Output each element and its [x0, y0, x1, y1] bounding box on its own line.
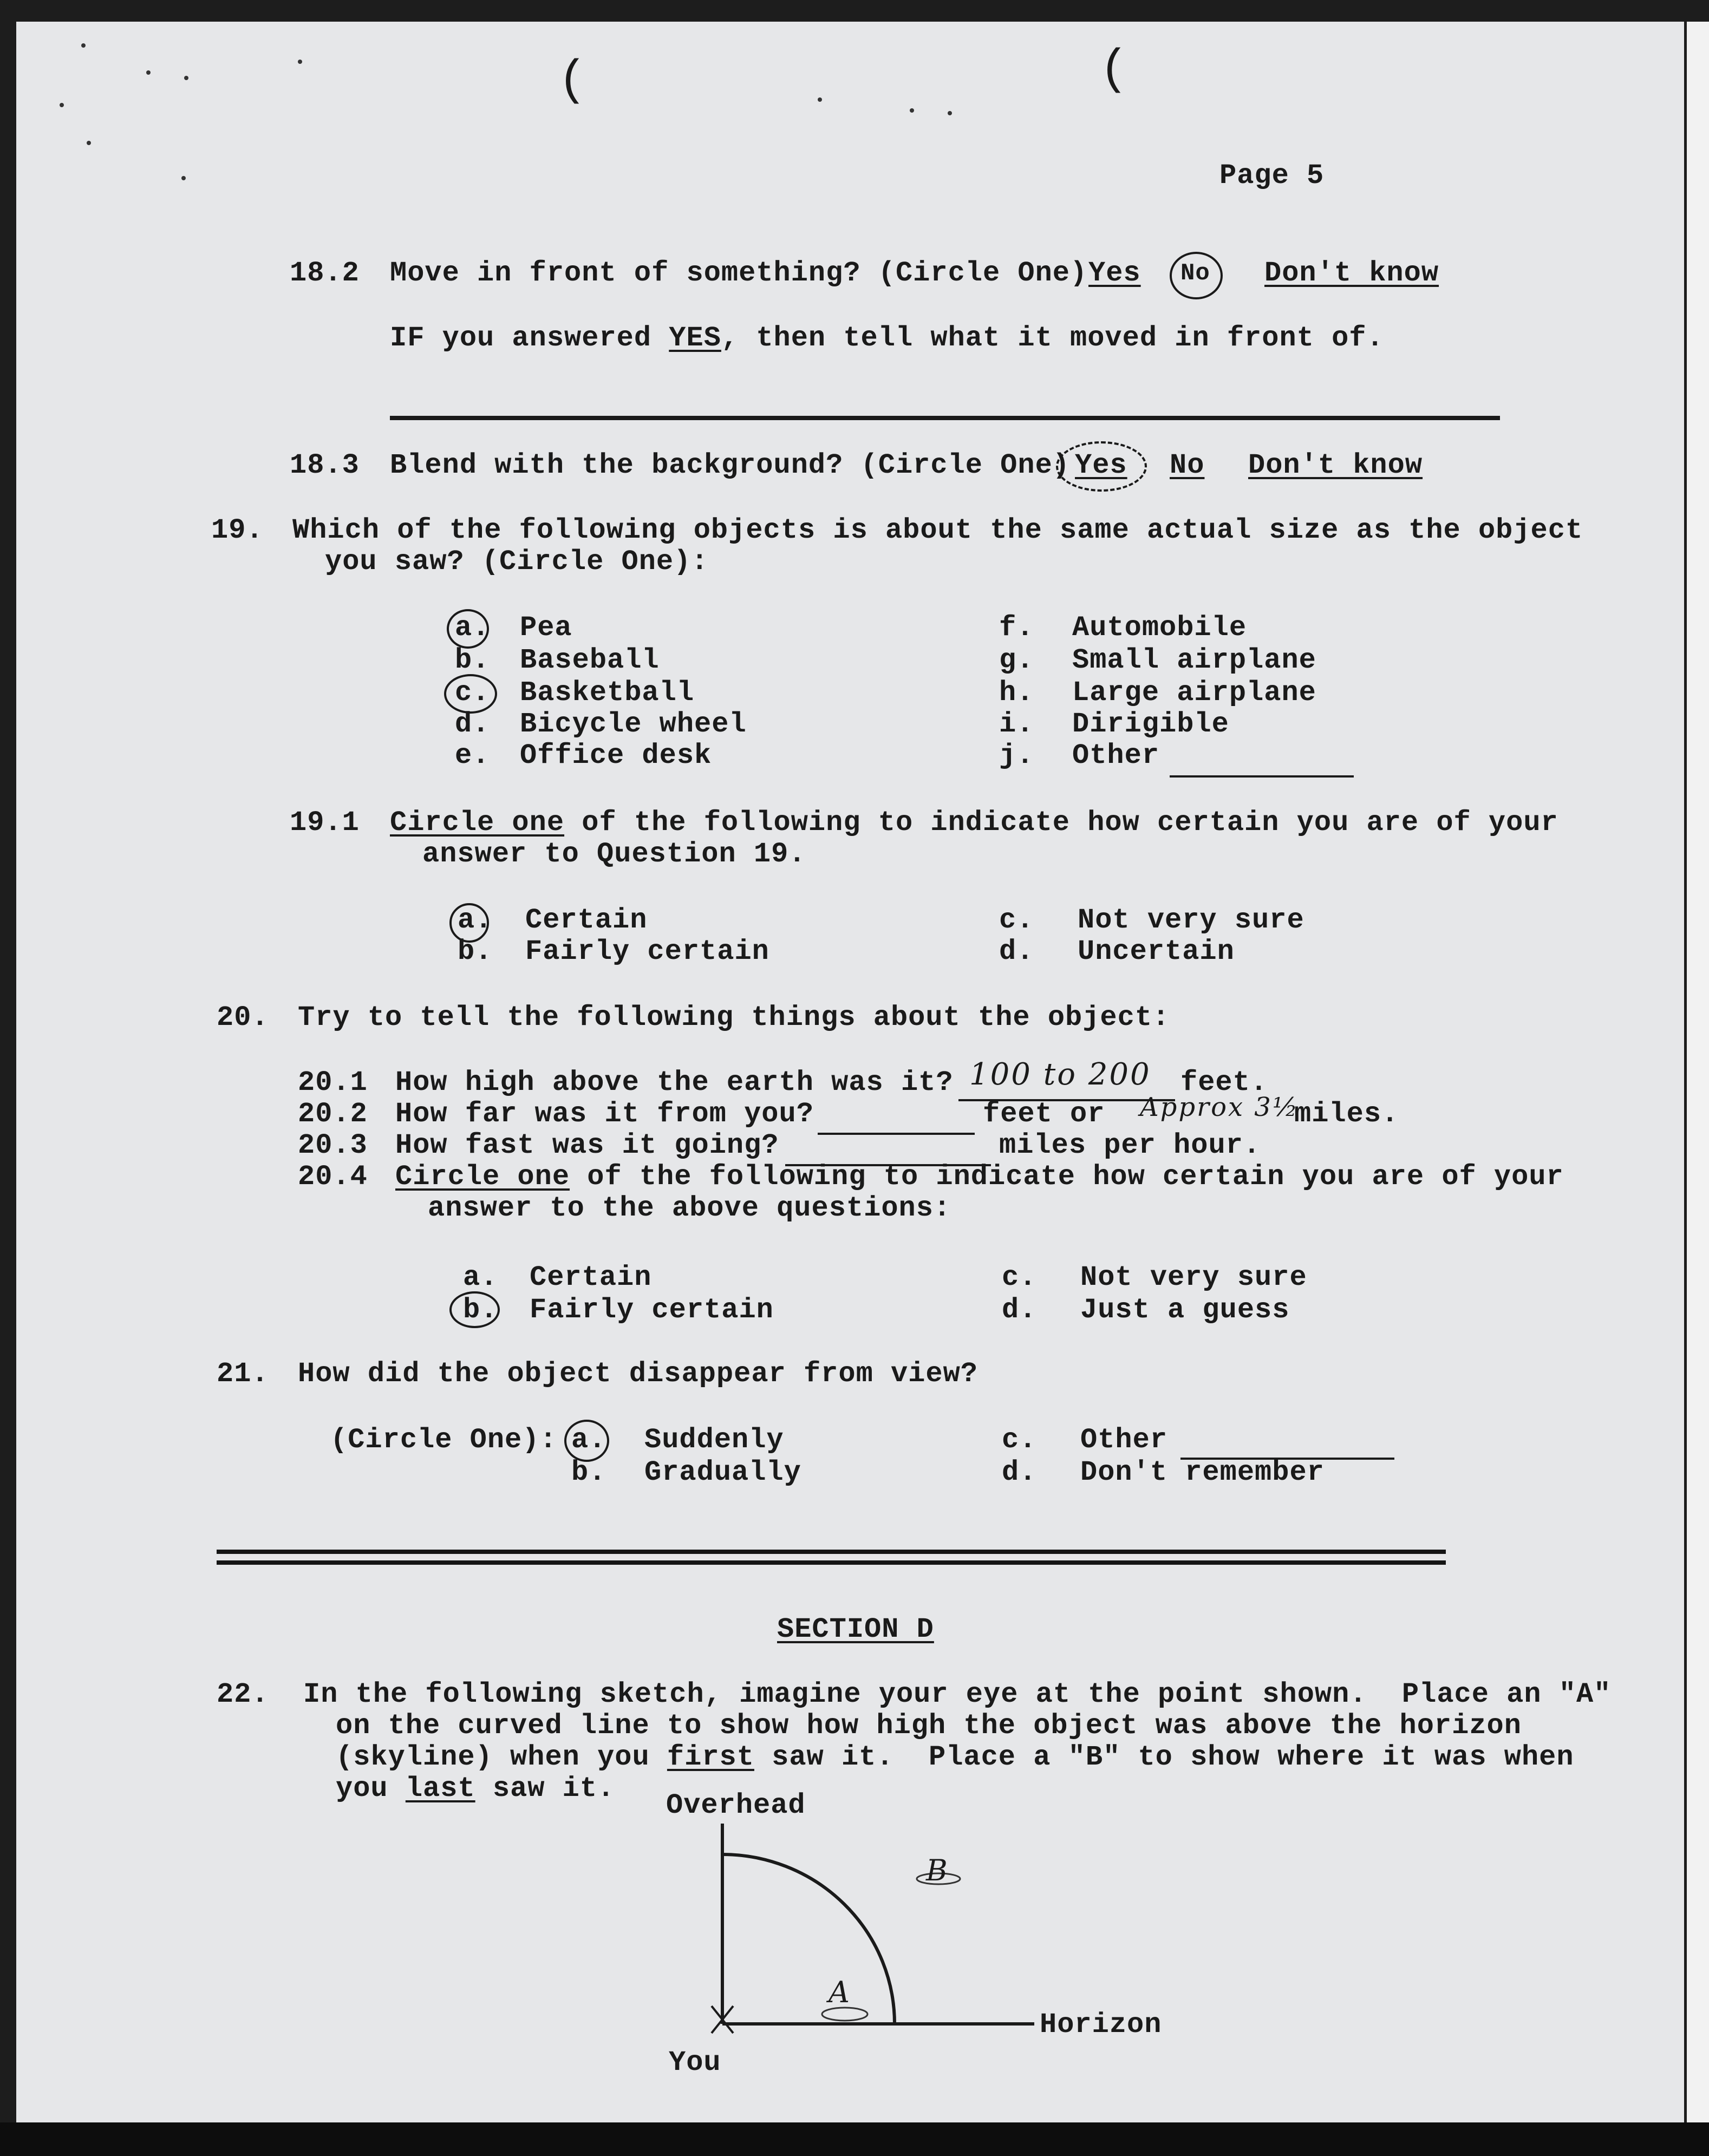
q20-4-opt-c-letter[interactable]: c. [1002, 1262, 1037, 1293]
sketch-you-label: You [669, 2047, 721, 2079]
q21-opt-b-letter[interactable]: b. [571, 1456, 606, 1488]
followup-prefix: IF you answered [390, 322, 669, 354]
q19-1-line2: answer to Question 19. [422, 838, 806, 870]
q22-line3-post: saw it. Place a "B" to show where it was when [754, 1741, 1574, 1773]
q18-2-yes[interactable]: Yes [1088, 257, 1141, 289]
q20-1-text: How high above the earth was it? [395, 1067, 954, 1099]
q21-opt-c-text: Other [1080, 1424, 1168, 1456]
speck [184, 76, 188, 80]
section-d-title: SECTION D [777, 1613, 934, 1645]
q19-1-opt-b-text: Fairly certain [525, 936, 769, 968]
q20-4-line1-rest: of the following to indicate how certain you are of your [570, 1161, 1564, 1193]
q20-2-mid: feet or [983, 1098, 1105, 1130]
q19-1-opt-a-letter[interactable]: a. [458, 904, 493, 936]
q20-4-circle-one: Circle one [395, 1161, 570, 1193]
q21-opt-b-text: Gradually [644, 1456, 801, 1488]
q20-3-number: 20.3 [298, 1129, 368, 1161]
top-mark-left: ( [558, 54, 588, 109]
q18-3-number: 18.3 [290, 449, 360, 481]
speck [60, 103, 64, 107]
q21-opt-d-letter[interactable]: d. [1002, 1456, 1037, 1488]
q20-intro: Try to tell the following things about the object: [298, 1002, 1170, 1034]
q19-1-line1 [390, 807, 1558, 839]
q20-4-line1 [395, 1161, 1564, 1193]
q19-1-number: 19.1 [290, 807, 360, 839]
q22-line3 [336, 1741, 1574, 1774]
q20-4-opt-a-text: Certain [530, 1262, 652, 1293]
q19-1-opt-c-text: Not very sure [1078, 904, 1304, 936]
q19-opt-b-text: Baseball [520, 644, 660, 676]
q20-4-opt-d-text: Just a guess [1080, 1294, 1290, 1326]
q18-3-yes[interactable]: Yes [1075, 449, 1127, 481]
q19-1-line1-rest: of the following to indicate how certain you are of your [564, 807, 1558, 839]
q20-4-opt-a-letter[interactable]: a. [463, 1262, 498, 1293]
q19-opt-h-text: Large airplane [1072, 677, 1316, 709]
speck [181, 176, 186, 180]
speck [87, 141, 91, 145]
q19-opt-e-text: Office desk [520, 740, 712, 772]
q19-opt-f-text: Automobile [1072, 612, 1247, 644]
q20-4-opt-c-text: Not very sure [1080, 1262, 1307, 1293]
q18-2-followup [390, 322, 1384, 355]
q20-2-number: 20.2 [298, 1098, 368, 1130]
q21-circle-label: (Circle One): [330, 1424, 557, 1456]
q20-4-number: 20.4 [298, 1161, 368, 1193]
q22-first: first [667, 1741, 754, 1773]
q18-2-question: Move in front of something? (Circle One) [390, 257, 1088, 289]
q19-1-opt-c-letter[interactable]: c. [999, 904, 1034, 936]
q19-opt-j-letter[interactable]: j. [999, 740, 1034, 772]
q19-opt-h-letter[interactable]: h. [999, 677, 1034, 709]
q20-1-answer[interactable]: 100 to 200 [969, 1057, 1151, 1092]
scan-edge-right [1687, 22, 1709, 2122]
sketch-horizon-label: Horizon [1040, 2009, 1162, 2041]
q21-number: 21. [217, 1358, 269, 1390]
q19-opt-f-letter[interactable]: f. [999, 612, 1034, 644]
q18-3-dont-know[interactable]: Don't know [1248, 449, 1423, 481]
q20-number: 20. [217, 1002, 269, 1034]
q22-line4 [336, 1773, 615, 1805]
q19-opt-j-text: Other [1072, 740, 1160, 772]
q18-2-no[interactable]: No [1180, 260, 1210, 287]
q18-2-no-circle [1170, 252, 1223, 299]
q19-1-opt-b-letter[interactable]: b. [458, 936, 493, 968]
section-divider-bottom [217, 1560, 1446, 1565]
q20-3-unit: miles per hour. [999, 1129, 1261, 1161]
sketch-mark-b: B [926, 1853, 949, 1887]
q19-1-opt-d-text: Uncertain [1078, 936, 1235, 968]
q21-opt-a-letter[interactable]: a. [571, 1424, 606, 1456]
q20-2-answer[interactable]: Approx 3½ [1140, 1092, 1300, 1122]
q21-opt-c-letter[interactable]: c. [1002, 1424, 1037, 1456]
q19-1-circle-one: Circle one [390, 807, 565, 839]
q20-1-number: 20.1 [298, 1067, 368, 1099]
q20-4-opt-b-letter[interactable]: b. [463, 1294, 498, 1326]
q22-number: 22. [217, 1678, 269, 1710]
q18-2-dont-know[interactable]: Don't know [1264, 257, 1439, 289]
q21-opt-d-text: Don't remember [1080, 1456, 1325, 1488]
q19-opt-g-letter[interactable]: g. [999, 644, 1034, 676]
q19-line2: you saw? (Circle One): [325, 546, 709, 578]
q21-opt-a-circle [564, 1420, 609, 1462]
q19-line1: Which of the following objects is about the same actual size as the object [292, 514, 1583, 546]
q19-1-opt-d-letter[interactable]: d. [999, 936, 1034, 968]
q18-3-no[interactable]: No [1170, 449, 1205, 481]
q19-opt-c-text: Basketball [520, 677, 695, 709]
speck [146, 70, 151, 75]
q19-opt-g-text: Small airplane [1072, 644, 1316, 676]
speck [910, 108, 914, 113]
top-mark-right: ( [1099, 43, 1130, 98]
q18-3-yes-circle [1056, 441, 1147, 492]
q19-opt-c-letter[interactable]: c. [455, 677, 490, 709]
q20-4-opt-d-letter[interactable]: d. [1002, 1294, 1037, 1326]
q22-line4-post: saw it. [475, 1773, 615, 1805]
q22-last: last [405, 1773, 475, 1805]
q19-other-field[interactable] [1170, 775, 1354, 778]
followup-yes: YES [669, 322, 721, 354]
q22-line2: on the curved line to show how high the object was above the horizon [336, 1710, 1522, 1742]
q19-opt-d-text: Bicycle wheel [520, 708, 747, 740]
q20-2-unit: miles. [1294, 1098, 1399, 1130]
q19-opt-d-letter[interactable]: d. [455, 708, 490, 740]
q20-1-unit: feet. [1180, 1067, 1268, 1099]
scan-edge-bottom [0, 2122, 1709, 2156]
q19-1-opt-a-text: Certain [525, 904, 648, 936]
mark-a-circle [822, 2008, 867, 2021]
q19-opt-b-letter[interactable]: b. [455, 644, 490, 676]
q19-opt-a-letter[interactable]: a. [455, 612, 490, 644]
sketch-overhead-label: Overhead [666, 1789, 806, 1821]
sketch-diagram [688, 1819, 1045, 2047]
q18-3-question: Blend with the background? (Circle One) [390, 449, 1070, 481]
form-page [16, 22, 1684, 2122]
q22-line4-pre: you [336, 1773, 406, 1805]
q19-number: 19. [211, 514, 264, 546]
q20-3-text: How fast was it going? [395, 1129, 779, 1161]
q18-2-number: 18.2 [290, 257, 360, 289]
sketch-sky-arc[interactable] [722, 1854, 895, 2024]
q22-line3-pre: (skyline) when you [336, 1741, 667, 1773]
q19-opt-a-text: Pea [520, 612, 572, 644]
q19-opt-e-letter[interactable]: e. [455, 740, 490, 772]
q21-opt-a-text: Suddenly [644, 1424, 784, 1456]
q20-2-text: How far was it from you? [395, 1098, 814, 1130]
q21-question: How did the object disappear from view? [298, 1358, 978, 1390]
speck [948, 111, 952, 115]
q18-2-answer-line[interactable] [390, 416, 1500, 420]
q19-opt-i-text: Dirigible [1072, 708, 1229, 740]
q22-line1: In the following sketch, imagine your eye at the point shown. Place an "A" [303, 1678, 1612, 1710]
sketch-mark-a: A [829, 1975, 851, 2009]
speck [298, 60, 302, 64]
speck [818, 97, 822, 102]
q19-opt-i-letter[interactable]: i. [999, 708, 1034, 740]
q20-2-feet-field[interactable] [818, 1133, 975, 1135]
q19-opt-a-circle [447, 609, 489, 649]
q20-4-opt-b-circle [449, 1291, 500, 1328]
q20-4-opt-b-text: Fairly certain [530, 1294, 774, 1326]
followup-suffix: , then tell what it moved in front of. [721, 322, 1384, 354]
q20-4-line2: answer to the above questions: [428, 1192, 951, 1224]
speck [81, 43, 86, 48]
page-number: Page 5 [1219, 160, 1325, 192]
section-divider-top [217, 1550, 1446, 1554]
